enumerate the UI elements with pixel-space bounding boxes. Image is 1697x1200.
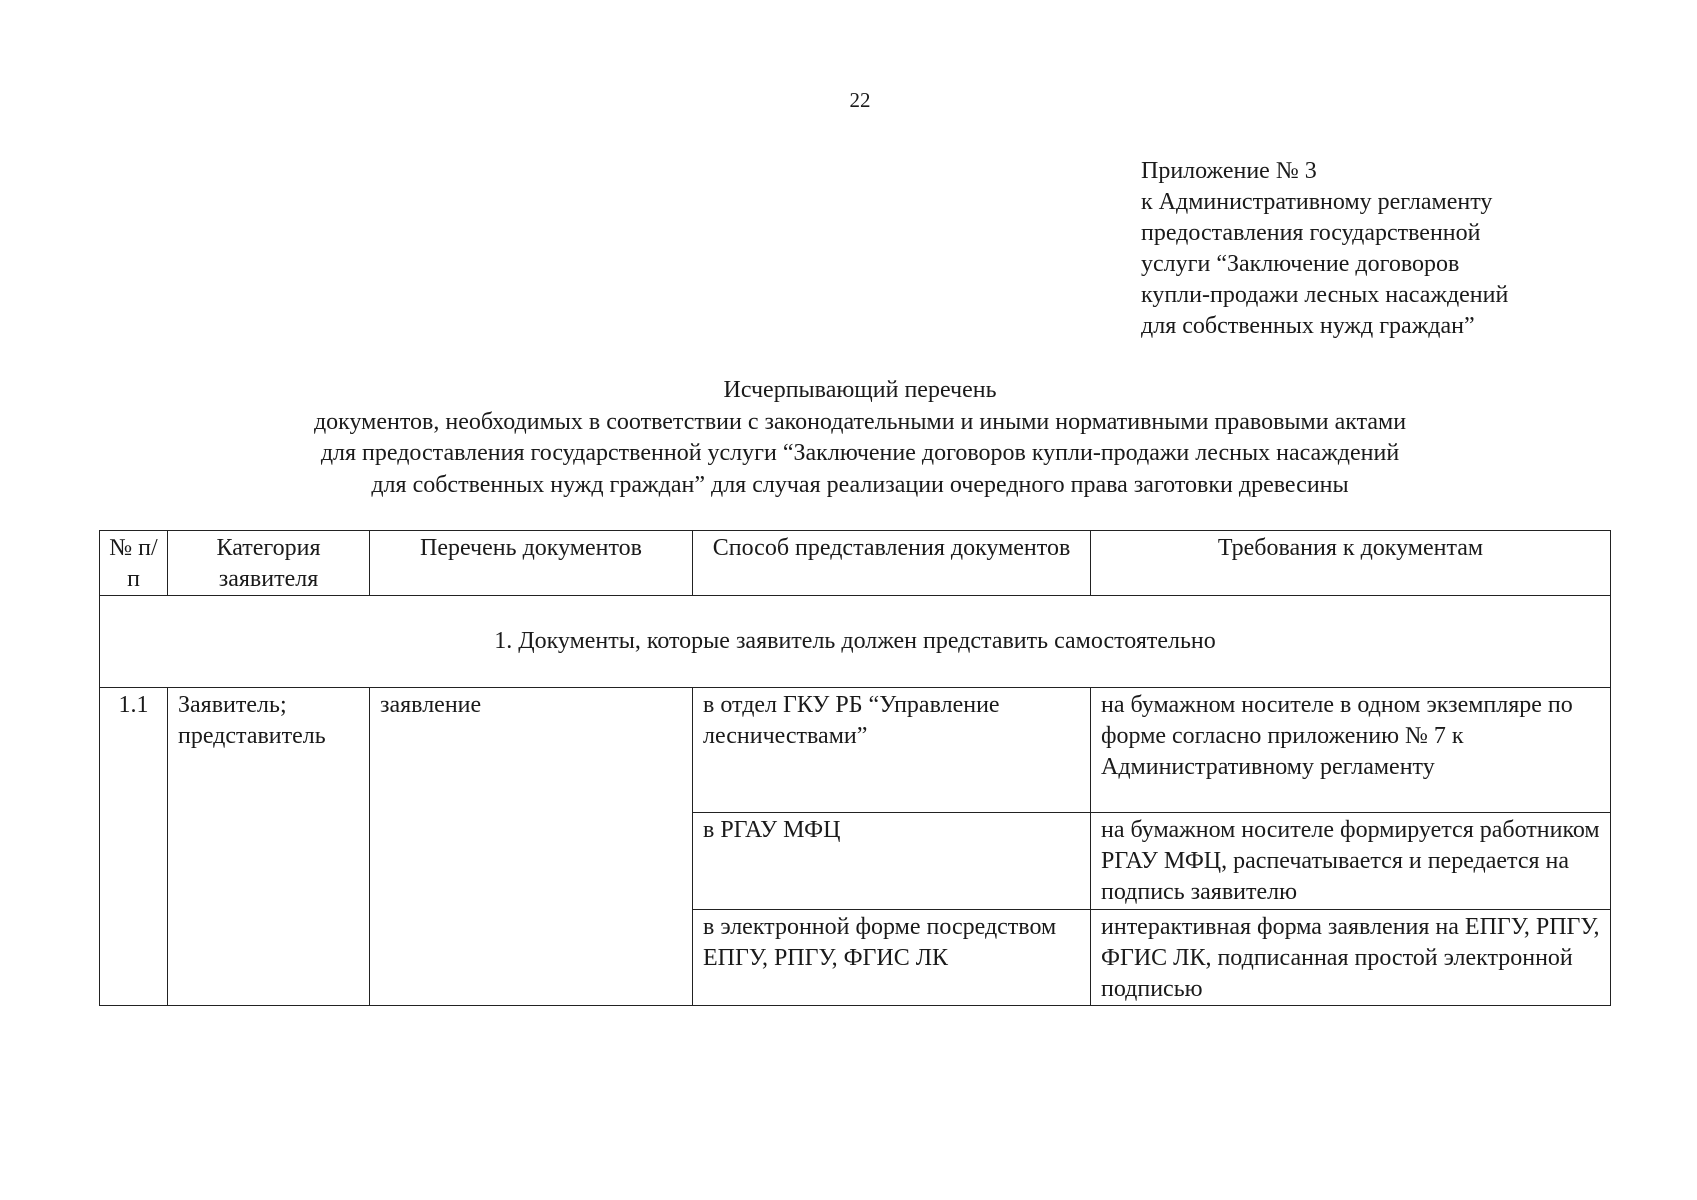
header-requirements: Требования к документам (1091, 531, 1611, 596)
title-line: Исчерпывающий перечень (723, 377, 997, 403)
documents-table (99, 530, 1611, 1006)
appendix-line: услуги “Заключение договоров (1141, 251, 1460, 277)
row-number: 1.1 (100, 688, 168, 1006)
appendix-line: предоставления государственной (1141, 220, 1481, 246)
page-number: 22 (849, 88, 871, 112)
submission-method: в РГАУ МФЦ (693, 813, 1091, 910)
title-line: для собственных нужд граждан” для случая реализации очередного права заготовки древесины (371, 471, 1349, 498)
document-name: заявление (370, 688, 693, 1006)
appendix-line: Приложение № 3 (1141, 158, 1317, 184)
header-category: Категория заявителя (168, 531, 370, 596)
appendix-line: купли-продажи лесных насаждений (1141, 282, 1509, 308)
section-row (100, 596, 1611, 688)
title-line: документов, необходимых в соответствии с законодательными и иными нормативными правовыми актами (313, 408, 1407, 435)
section-title: 1. Документы, которые заявитель должен представить самостоятельно (100, 596, 1611, 688)
appendix-line: для собственных нужд граждан” (1141, 313, 1475, 339)
header-num: № п/п (100, 531, 168, 596)
document-requirement: интерактивная форма заявления на ЕПГУ, РПГУ, ФГИС ЛК, подписанная простой электронной подписью (1091, 910, 1611, 1006)
document-title (0, 375, 1697, 501)
header-method: Способ представления документов (693, 531, 1091, 596)
applicant-category: Заявитель; представитель (168, 688, 370, 1006)
header-documents: Перечень документов (370, 531, 693, 596)
title-line: для предоставления государственной услуги “Заключение договоров купли-продажи лесных насаждений (320, 440, 1400, 466)
table-header-row (100, 531, 1611, 596)
table-row (100, 688, 1611, 813)
appendix-line: к Административному регламенту (1141, 189, 1493, 215)
document-requirement: на бумажном носителе формируется работником РГАУ МФЦ, распечатывается и передается на подпись заявителю (1091, 813, 1611, 910)
submission-method: в электронной форме посредством ЕПГУ, РПГУ, ФГИС ЛК (693, 910, 1091, 1006)
document-requirement: на бумажном носителе в одном экземпляре по форме согласно приложению № 7 к Административному регламенту (1091, 688, 1611, 813)
submission-method: в отдел ГКУ РБ “Управление лесничествами” (693, 688, 1091, 813)
appendix-header (1141, 156, 1508, 342)
